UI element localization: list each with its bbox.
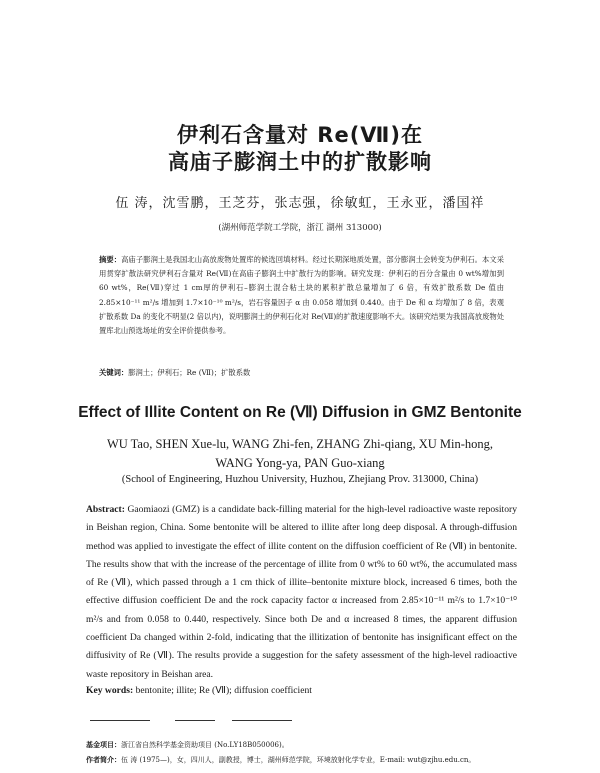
cn-keywords: [99, 366, 504, 380]
author-note-label: 作者简介：: [86, 756, 121, 764]
cn-abstract-label: 摘要：: [99, 255, 122, 264]
en-abstract: [86, 501, 517, 684]
fund-footnote: [86, 740, 526, 750]
cn-abstract: [99, 253, 504, 338]
en-authors: [0, 435, 600, 473]
en-authors-line2: WANG Yong-ya, PAN Guo-xiang: [215, 456, 385, 470]
author-footnote: [86, 755, 526, 765]
cn-affiliation: (湖州师范学院工学院，浙江 湖州 313000): [218, 223, 382, 233]
footnote-divider: [90, 720, 150, 721]
cn-keywords-text: 膨润土；伊利石；Re (Ⅶ)；扩散系数: [128, 368, 251, 377]
footnote-divider: [232, 720, 292, 721]
en-keywords: [86, 682, 517, 700]
en-abstract-text: Gaomiaozi (GMZ) is a candidate back-filling material for the high-level radioactive waste repository in Beishan region, China. Some bentonite will be altered to illite after long deep disposal. A through-diffusion method was applied to investigate the effect of illite content on the diffusion coefficient of Re (Ⅶ) in bentonite. The results show that with the increase of the percentage of illite from 0 wt% to 60 wt%, the accumulated mass of Re (Ⅶ), which passed through a 1 cm thick of illite–bentonite mixture block, increased 6 times, both the effective diffusion coefficient De and the rock capacity factor α increased from 2.85×10⁻¹¹ m²/s to 1.7×10⁻¹⁰ m²/s and from 0.058 to 0.440, respectively. Since both De and α increased 8 times, the apparent diffusion coefficient Da changed within 2-fold, indicating that the illitization of bentonite has insignificant effect on the diffusivity of Re (Ⅶ). The results provide a suggestion for the safety assessment of the high-level radioactive waste repository in Beishan area.: [86, 504, 517, 680]
en-keywords-text: bentonite; illite; Re (Ⅶ); diffusion coefficient: [135, 685, 312, 696]
en-title: Effect of Illite Content on Re (Ⅶ) Diffusion in GMZ Bentonite: [78, 404, 522, 421]
footnote-divider: [175, 720, 215, 721]
cn-abstract-text: 高庙子膨润土是我国北山高放废物处置库的候选回填材料。经过长期深地质处置，部分膨润土会转变为伊利石。本文采用贯穿扩散法研究伊利石含量对 Re(Ⅶ)在高庙子膨润土中扩散行为的影响。研究发现：伊利石的百分含量由 0 wt%增加到 60 wt%，Re(Ⅶ)穿过 1 cm厚的伊利石–膨润土混合粘土块的累积扩散总量增加了 6 倍，有效扩散系数 De 值由 2.85×10⁻¹¹ m²/s 增加到 1.7×10⁻¹⁰ m²/s，岩石容量因子 α 由 0.058 增加到 0.440。由于 De 和 α 均增加了 8 倍，表观扩散系数 Da 的变化不明显(2 倍以内)，说明膨润土的伊利石化对 Re(Ⅶ)的扩散速度影响不大。该研究结果为我国高放废物处置库北山预选场址的安全评价提供参考。: [99, 255, 505, 336]
cn-title-line2: 高庙子膨润土中的扩散影响: [168, 150, 432, 174]
en-abstract-label: Abstract:: [86, 504, 125, 515]
cn-authors: 伍 涛，沈雪鹏，王芝芬，张志强，徐敏虹，王永亚，潘国祥: [115, 196, 485, 211]
fund-label: 基金项目：: [86, 741, 121, 749]
cn-title-line1: 伊利石含量对 Re(Ⅶ)在: [176, 123, 424, 147]
en-authors-line1: WU Tao, SHEN Xue-lu, WANG Zhi-fen, ZHANG Zhi-qiang, XU Min-hong,: [106, 437, 494, 451]
author-note-text: 伍 涛 (1975—)，女，四川人，副教授，博士，湖州师范学院，环境放射化学专业，E-mail: wut@zjhu.edu.cn。: [121, 756, 476, 764]
fund-text: 浙江省自然科学基金资助项目 (No.LY18B050006)。: [121, 741, 289, 749]
cn-keywords-label: 关键词：: [99, 368, 129, 377]
en-affiliation: (School of Engineering, Huzhou University, Huzhou, Zhejiang Prov. 313000, China): [121, 474, 479, 485]
en-keywords-label: Key words:: [86, 685, 134, 696]
